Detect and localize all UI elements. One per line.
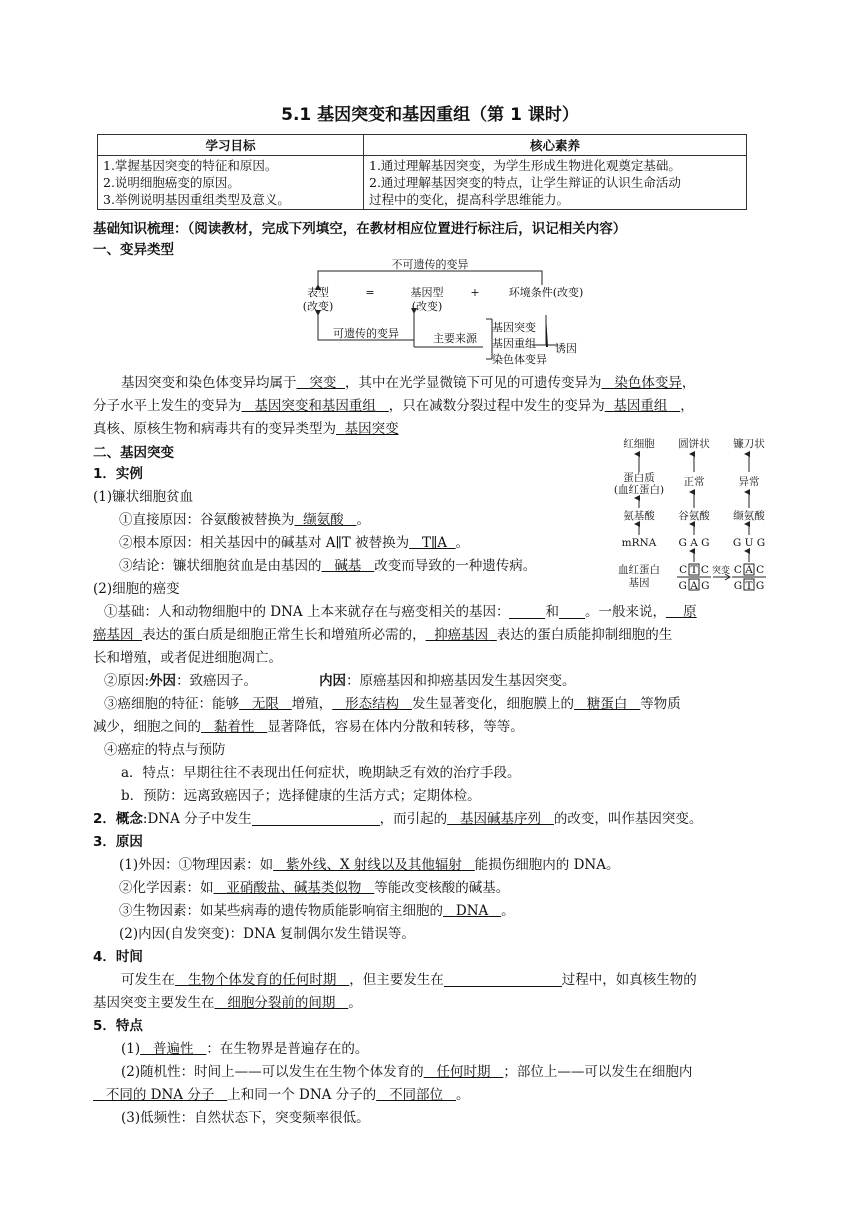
competence-header: 核心素养 [364, 135, 747, 156]
objective-item: 2.说明细胞癌变的原因。 [103, 175, 240, 190]
intro-line: 基础知识梳理：（阅读教材，完成下列填空，在教材相应位置进行标注后，识记相关内容） [93, 221, 627, 237]
feature-universality: (1) 普遍性 ：在生物界是普遍存在的。 [121, 1041, 369, 1057]
time-line-2: 基因突变主要发生在 细胞分裂前的间期 。 [93, 995, 362, 1011]
mutation-label: 突变 [711, 566, 731, 576]
val-label: 缬氨酸 [733, 510, 765, 522]
phenotype-change: (改变) [302, 300, 334, 313]
competence-item: 过程中的变化，提高科学思维能力。 [369, 192, 570, 207]
sickle-conclusion: ③结论：镰状细胞贫血是由基因的 碱基 改变而导致的一种遗传病。 [119, 558, 537, 574]
section-heading: 一、变异类型 [93, 242, 174, 258]
competence-item: 2.通过理解基因突变的特点，让学生辩证的认识生命活动 [369, 175, 681, 190]
feature-randomness-1: (2)随机性：时间上——可以发生在生物个体发育的 任何时期 ；部位上——可以发生在细胞内 [121, 1064, 693, 1080]
cancer-basis-2: 癌基因 表达的蛋白质是细胞正常生长和增殖所必需的， 抑癌基因 表达的蛋白质能抑制细胞的生 [93, 627, 673, 643]
sickle-label: 镰刀状 [733, 438, 765, 450]
example-cancer: (2)细胞的癌变 [93, 581, 180, 597]
cause-chemical: ②化学因素：如 亚硝酸盐、碱基类似物 等能改变核酸的碱基。 [119, 880, 510, 896]
subheading-time: 4．时间 [93, 949, 143, 965]
abnormal-label: 异常 [738, 476, 760, 488]
cause-biological: ③生物因素：如某些病毒的遗传物质能影响宿主细胞的 DNA 。 [119, 903, 515, 919]
round-label: 圆饼状 [678, 438, 710, 450]
objectives-header: 学习目标 [98, 135, 364, 156]
cancer-basis-1: ①基础：人和动物细胞中的 DNA 上本来就存在与癌变相关的基因： 和 。一般来说， 原 [104, 604, 697, 620]
variation-diagram [296, 255, 596, 373]
answer: 基因突变和基因重组 [254, 398, 376, 414]
normal-label: 正常 [683, 476, 705, 488]
main-source-label: 主要来源 [433, 332, 477, 345]
environment-label: 环境条件(改变) [508, 286, 584, 299]
dna-mutant-bottom: G T G [733, 580, 765, 592]
cancer-features-2: 减少，细胞之间的 黏着性 显著降低，容易在体内分散和转移，等等。 [93, 719, 524, 735]
objective-item: 3.举例说明基因重组类型及意义。 [103, 192, 290, 207]
paragraph-variation-2: 分子水平上发生的变异为 基因突变和基因重组 ，只在减数分裂过程中发生的变异为 基因重组 ， [93, 398, 694, 414]
feature-randomness-2: 不同的 DNA 分子 上和同一个 DNA 分子的 不同部位 。 [105, 1087, 470, 1103]
protein-label: 蛋白质 [623, 472, 655, 484]
cancer-cause: ②原因:外因：致癌因子。 内因：原癌基因和抑癌基因发生基因突变。 [104, 673, 576, 689]
example-sickle: (1)镰状细胞贫血 [93, 489, 194, 505]
genotype-change: (改变) [411, 300, 443, 313]
heritable-label: 可遗传的变异 [333, 327, 399, 340]
paragraph-variation-1: 基因突变和染色体变异均属于 突变 ，其中在光学显微镜下可见的可遗传变异为 染色体变异， [121, 375, 696, 391]
equals-sign: = [365, 286, 375, 299]
gene-label-2: 基因 [628, 577, 650, 589]
hemoglobin-label: (血红蛋白) [613, 484, 665, 496]
variation-type-chromosome: 染色体变异 [492, 353, 547, 366]
amino-acid-label: 氨基酸 [623, 510, 655, 522]
objectives-cell [98, 156, 364, 210]
page-title: 5.1 基因突变和基因重组（第 1 课时） [281, 105, 579, 125]
sickle-direct-cause: ①直接原因：谷氨酸被替换为 缬氨酸 。 [119, 512, 370, 528]
dna-normal-bottom: G A G [678, 580, 710, 592]
sickle-cell-diagram [607, 434, 775, 594]
dna-normal-top: C T C [679, 564, 709, 576]
cancer-prevention-b: b．预防：远离致癌因子；选择健康的生活方式；定期体检。 [121, 788, 481, 804]
non-heritable-label: 不可遗传的变异 [391, 258, 469, 271]
answer: 基因重组 [613, 398, 668, 414]
feature-low-frequency: (3)低频性：自然状态下，突变频率很低。 [121, 1110, 370, 1126]
time-line-1: 可发生在 生物个体发育的任何时期 ，但主要发生在 过程中，如真核生物的 [121, 972, 697, 988]
rbc-label: 红细胞 [623, 438, 655, 450]
induce-label: 诱因 [555, 342, 577, 355]
glu-label: 谷氨酸 [678, 510, 710, 522]
cancer-feature-a: a．特点：早期往往不表现出任何症状，晚期缺乏有效的治疗手段。 [121, 765, 521, 781]
gene-label-1: 血红蛋白 [618, 564, 660, 576]
objective-item: 1.掌握基因突变的特征和原因。 [103, 158, 278, 173]
variation-type-recombination: 基因重组 [492, 337, 536, 350]
plus-sign: + [470, 286, 480, 299]
genotype-label: 基因型 [410, 286, 444, 299]
dna-mutant-top: C A C [733, 564, 765, 576]
variation-type-gene-mutation: 基因突变 [492, 321, 536, 334]
subheading-example: 1．实例 [93, 466, 143, 482]
concept-line: 2．概念:DNA 分子中发生 ，而引起的 基因碱基序列 的改变，叫作基因突变。 [93, 811, 703, 827]
section-heading: 二、基因突变 [93, 445, 174, 461]
answer: 突变 [309, 375, 337, 391]
competence-item: 1.通过理解基因突变，为学生形成生物进化观奠定基础。 [369, 158, 681, 173]
mrna-label: mRNA [621, 537, 657, 549]
answer: 基因突变 [344, 421, 399, 437]
sickle-root-cause: ②根本原因：相关基因中的碱基对 A∥T 被替换为 T∥A 。 [119, 535, 470, 551]
cancer-basis-3: 长和增殖，或者促进细胞凋亡。 [93, 650, 282, 666]
subheading-cause: 3．原因 [93, 834, 143, 850]
objectives-table [97, 134, 747, 210]
codon-normal: G A G [678, 537, 710, 549]
cancer-prevention-heading: ④癌症的特点与预防 [104, 742, 226, 758]
cause-physical: (1)外因：①物理因素：如 紫外线、X 射线以及其他辐射 能损伤细胞内的 DNA。 [119, 857, 620, 873]
paragraph-variation-3: 真核、原核生物和病毒共有的变异类型为 基因突变 [93, 421, 399, 437]
competence-cell [364, 156, 747, 210]
cancer-features-1: ③癌细胞的特征：能够 无限 增殖， 形态结构 发生显著变化，细胞膜上的 糖蛋白 等物质 [104, 696, 681, 712]
cause-internal: (2)内因(自发突变)：DNA 复制偶尔发生错误等。 [119, 926, 415, 942]
phenotype-label: 表型 [307, 286, 329, 299]
answer: 染色体变异 [614, 375, 682, 391]
subheading-features: 5．特点 [93, 1018, 143, 1034]
codon-mutant: G U G [732, 537, 766, 549]
